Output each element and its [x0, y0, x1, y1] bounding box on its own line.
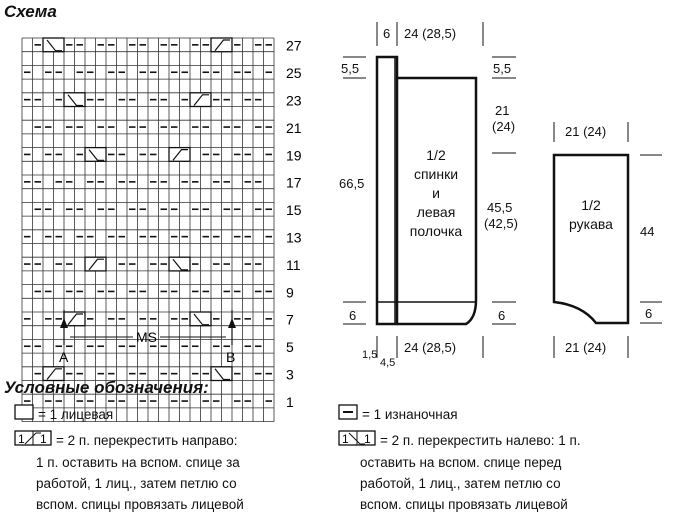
- legend-cross-right: 1 1 = 2 п. перекрестить направо: 1 п. оставить на вспом. спице за работой, 1 лиц., затем петлю со вспом. спицы провязать лицевой: [14, 430, 244, 515]
- measure-body-length-alt: (42,5): [484, 216, 518, 231]
- measure-sleeve-length: 44: [640, 224, 655, 239]
- measure-sleeve-bottom: 21 (24): [565, 340, 607, 355]
- back-piece-label: [410, 147, 463, 239]
- back-label-line: и: [432, 185, 440, 201]
- svg-text:1: 1: [18, 432, 25, 447]
- row-label: 27: [286, 37, 302, 54]
- repeat-label: MS: [136, 329, 157, 345]
- legend-title: Условные обозначения:: [4, 378, 209, 397]
- row-label: 17: [286, 174, 302, 191]
- diagram-title: Схема: [4, 2, 57, 21]
- svg-text:1: 1: [364, 432, 371, 447]
- row-label: 1: [286, 393, 294, 410]
- measure-total-length: 66,5: [339, 176, 365, 191]
- row-label: 15: [286, 202, 302, 219]
- marker-a: A: [59, 349, 69, 365]
- back-piece: [377, 57, 476, 324]
- measure-right-shoulder: 5,5: [493, 61, 512, 76]
- sleeve-label-line: рукава: [569, 216, 613, 232]
- row-label: 5: [286, 339, 294, 356]
- legend-purl: = 1 изнаночная: [338, 404, 458, 426]
- legend-cross-left: 1 1 = 2 п. перекрестить налево: 1 п. оставить на вспом. спице перед работой, 1 лиц., затем петлю со вспом. спицы провязать лицевой: [338, 430, 581, 515]
- measure-armhole: 21: [495, 103, 510, 118]
- svg-text:1: 1: [40, 432, 47, 447]
- measure-armhole-alt: (24): [492, 119, 516, 134]
- sleeve-piece: [554, 155, 628, 323]
- row-label: 23: [286, 92, 302, 109]
- back-label-line: спинки: [413, 166, 459, 182]
- marker-b: B: [226, 349, 236, 365]
- measure-bottom-b: 4,5: [380, 357, 396, 369]
- row-label: 25: [286, 65, 302, 82]
- row-label: 3: [286, 366, 294, 383]
- svg-text:1: 1: [342, 432, 349, 447]
- back-label-line: 1/2: [426, 147, 446, 163]
- cross-right-symbol-icon: [14, 430, 52, 452]
- measure-hem-right: 6: [498, 308, 506, 323]
- back-measure-lines: [343, 22, 516, 358]
- cross-left-symbol-icon: [338, 430, 376, 452]
- sleeve-piece-label: [569, 197, 613, 232]
- row-label: 9: [286, 284, 294, 301]
- measure-bottom-width: 24 (28,5): [404, 340, 457, 355]
- sleeve-label-line: 1/2: [581, 197, 601, 213]
- measure-sleeve-cuff: 6: [645, 306, 653, 321]
- row-label: 11: [286, 256, 301, 273]
- row-label: 13: [286, 229, 302, 246]
- row-label: 7: [286, 311, 294, 328]
- row-label: 19: [286, 147, 302, 164]
- back-label-line: полочка: [409, 223, 463, 239]
- measure-band-top: 6: [383, 26, 391, 41]
- measure-bottom-a: 1,5: [362, 349, 378, 361]
- row-label: 21: [286, 119, 302, 136]
- row-labels: [286, 38, 302, 410]
- knit-symbol-icon: [14, 404, 34, 426]
- measure-top-width: 24 (28,5): [404, 26, 457, 41]
- legend-knit: = 1 лицевая: [14, 404, 113, 426]
- measure-left-shoulder: 5,5: [341, 61, 360, 76]
- measure-hem-left: 6: [349, 308, 357, 323]
- back-label-line: левая: [416, 204, 456, 220]
- purl-symbol-icon: [338, 404, 358, 426]
- measure-body-length: 45,5: [487, 200, 513, 215]
- measure-sleeve-top: 21 (24): [565, 124, 607, 139]
